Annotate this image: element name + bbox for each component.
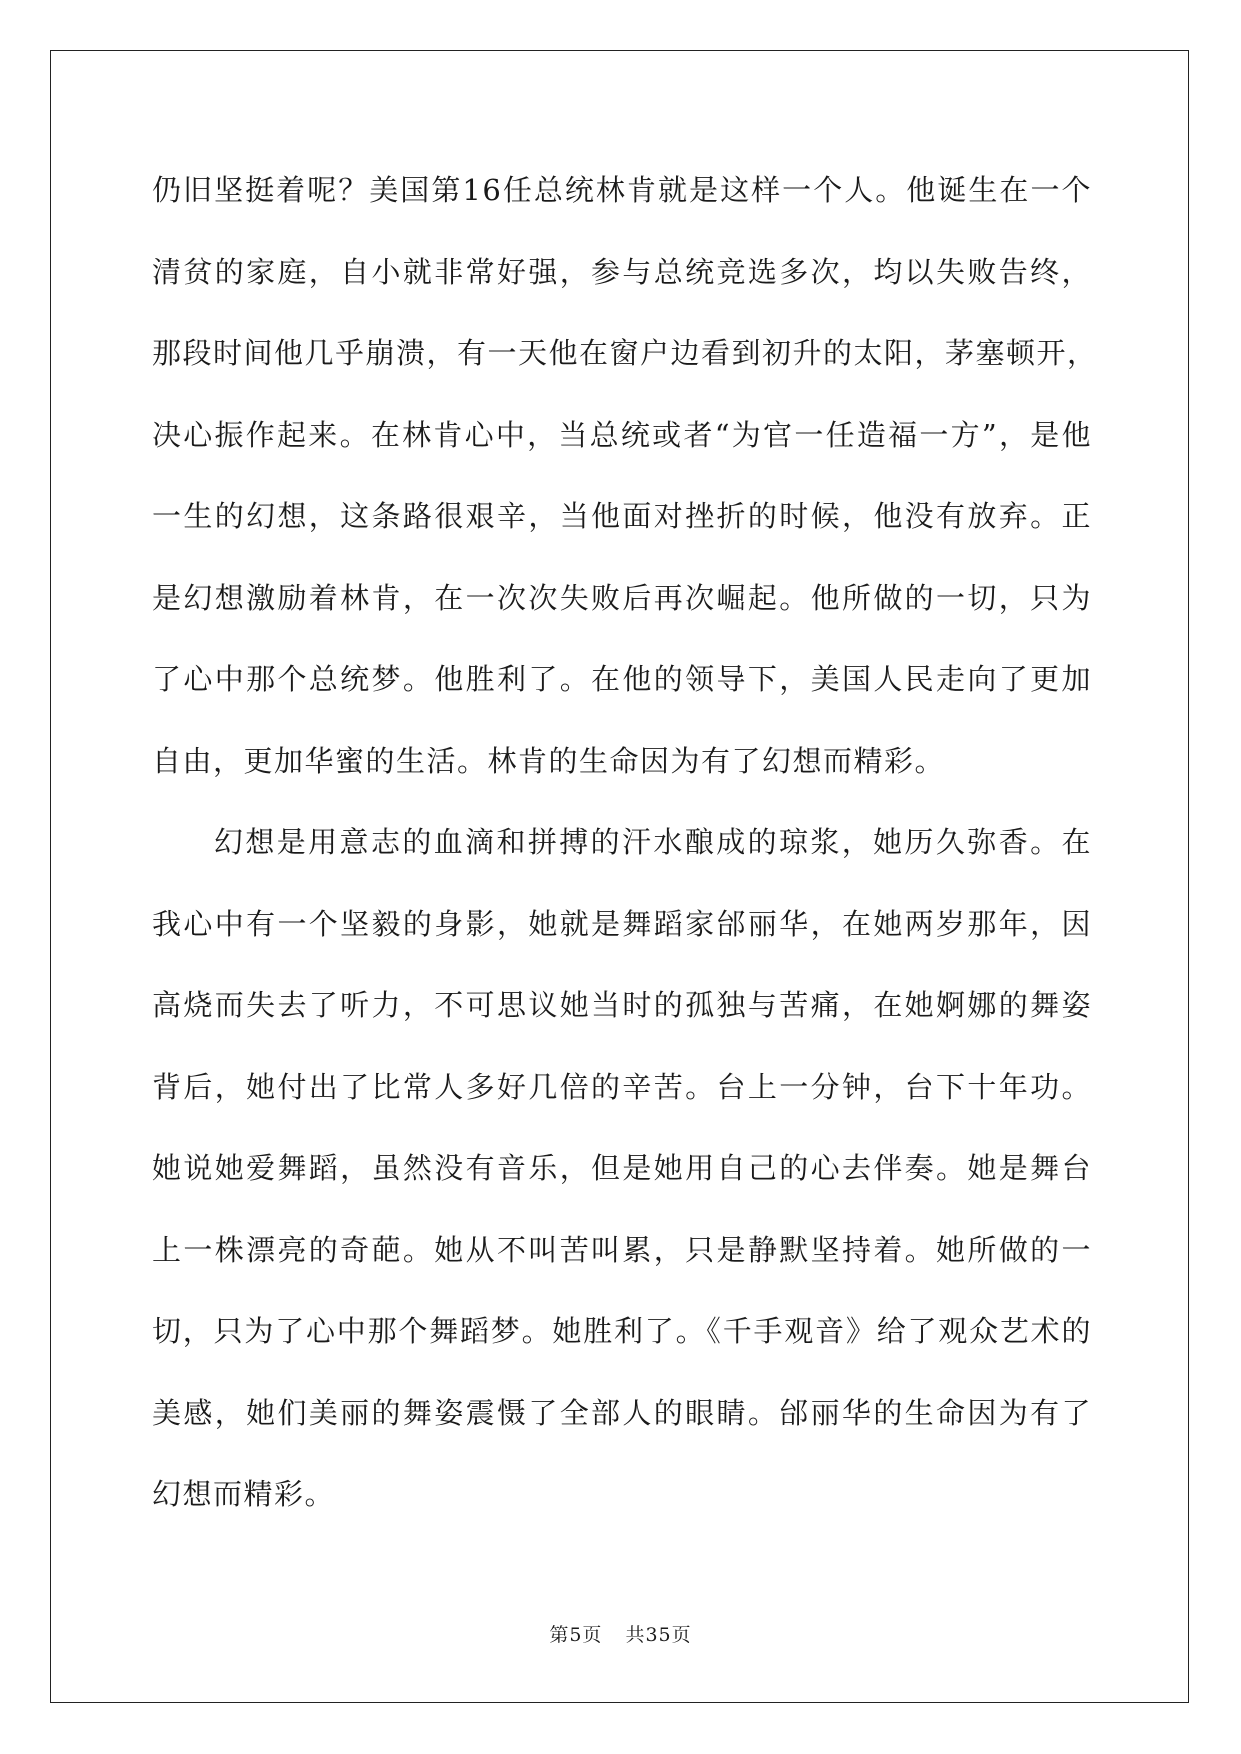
text-line: 我心中有一个坚毅的身影，她就是舞蹈家邰丽华，在她两岁那年，因 — [152, 906, 1092, 941]
text-line: 了心中那个总统梦。他胜利了。在他的领导下，美国人民走向了更加 — [152, 662, 1092, 696]
text-line: 自由，更加华蜜的生活。林肯的生命因为有了幻想而精彩。 — [152, 743, 946, 778]
page-total: 共35页 — [625, 1624, 692, 1646]
text-line: 决心振作起来。在林肯心中，当总统或者“为官一任造福一方”，是他 — [152, 417, 1092, 452]
page-footer — [0, 1620, 1241, 1647]
text-line: 切，只为了心中那个舞蹈梦。她胜利了。《千手观音》给了观众艺术的 — [152, 1314, 1092, 1348]
text-line: 背后，她付出了比常人多好几倍的辛苦。台上一分钟，台下十年功。 — [152, 1069, 1092, 1104]
text-line: 清贫的家庭，自小就非常好强，参与总统竞选多次，均以失败告终， — [152, 254, 1092, 289]
text-line: 是幻想激励着林肯，在一次次失败后再次崛起。他所做的一切，只为 — [152, 580, 1092, 615]
body-text — [152, 150, 1098, 1536]
text-line: 美感，她们美丽的舞姿震慑了全部人的眼睛。邰丽华的生命因为有了 — [152, 1395, 1092, 1430]
text-line: 她说她爱舞蹈，虽然没有音乐，但是她用自己的心去伴奏。她是舞台 — [152, 1151, 1092, 1185]
text-line: 幻想而精彩。 — [152, 1477, 336, 1511]
text-line: 那段时间他几乎崩溃，有一天他在窗户边看到初升的太阳，茅塞顿开， — [152, 336, 1098, 370]
text-line: 上一株漂亮的奇葩。她从不叫苦叫累，只是静默坚持着。她所做的一 — [152, 1232, 1092, 1267]
text-line: 仍旧坚挺着呢？美国第16任总统林肯就是这样一个人。他诞生在一个 — [152, 173, 1092, 207]
text-line: 高烧而失去了听力，不可思议她当时的孤独与苦痛，在她婀娜的舞姿 — [152, 988, 1092, 1022]
page-number: 第5页 — [549, 1624, 603, 1646]
paragraph-first-line: 幻想是用意志的血滴和拼搏的汗水酿成的琼浆，她历久弥香。在 — [214, 825, 1092, 859]
text-line: 一生的幻想，这条路很艰辛，当他面对挫折的时候，他没有放弃。正 — [152, 499, 1092, 533]
